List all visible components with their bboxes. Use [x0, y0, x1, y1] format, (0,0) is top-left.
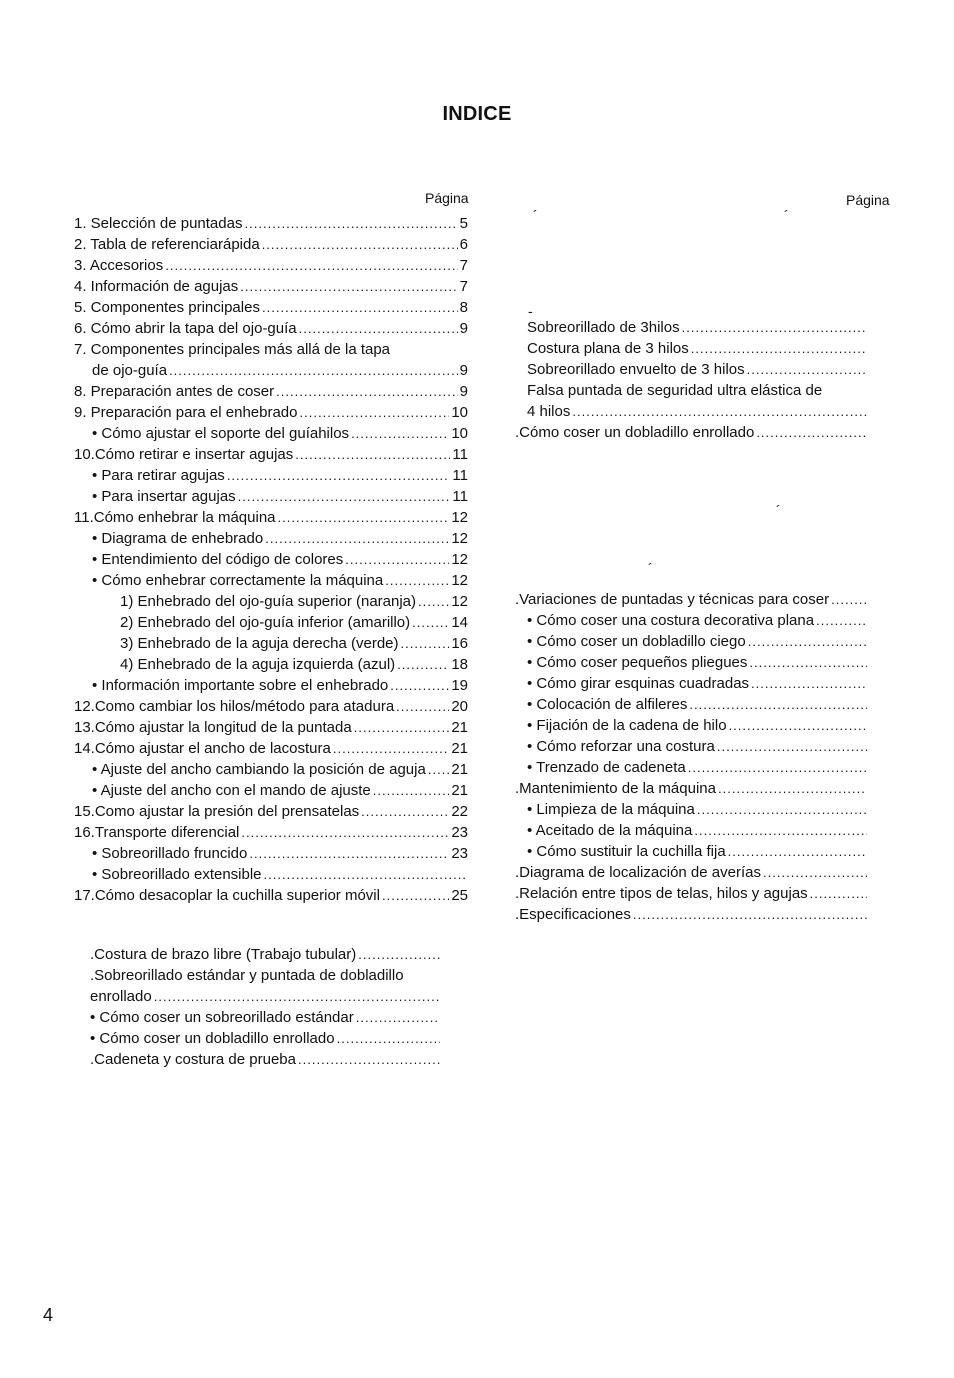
toc-left-column — [74, 213, 468, 906]
toc-entry-label: 17.Cómo desacoplar la cuchilla superior móvil — [74, 887, 380, 904]
dot-leader — [428, 759, 449, 780]
dot-leader — [300, 402, 450, 423]
toc-entry-label: • Limpieza de la máquina — [527, 801, 695, 818]
toc-entry-label: • Para insertar agujas — [92, 488, 236, 505]
toc-entry — [74, 507, 468, 528]
toc-entry — [515, 380, 869, 401]
toc-entry — [515, 338, 869, 359]
toc-entry-label: .Sobreorillado estándar y puntada de dobladillo — [90, 967, 404, 984]
toc-entry-label: • Entendimiento del código de colores — [92, 551, 344, 568]
dot-leader — [262, 234, 458, 255]
toc-entry-page: 23 — [451, 845, 468, 862]
toc-entry-label: .Costura de brazo libre (Trabajo tubular) — [90, 946, 357, 963]
toc-entry-label: • Aceitado de la máquina — [527, 822, 693, 839]
dot-leader — [412, 612, 449, 633]
toc-entry-label: Costura plana de 3 hilos — [527, 340, 689, 357]
toc-entry — [74, 654, 468, 675]
dot-leader — [694, 820, 867, 841]
toc-entry-label: • Ajuste del ancho con el mando de ajuste — [92, 782, 371, 799]
toc-entry — [90, 1007, 442, 1028]
dot-leader — [227, 465, 451, 486]
toc-entry-page: 7 — [459, 257, 468, 274]
dot-leader — [397, 654, 449, 675]
dot-leader — [345, 549, 449, 570]
toc-entry — [74, 528, 468, 549]
toc-entry — [74, 444, 468, 465]
toc-entry-label: • Fijación de la cadena de hilo — [527, 717, 727, 734]
toc-entry — [515, 736, 869, 757]
toc-entry-label: Sobreorillado de 3hilos — [527, 319, 680, 336]
toc-entry-label: 10.Cómo retirar e insertar agujas — [74, 446, 294, 463]
toc-entry — [74, 255, 468, 276]
toc-entry-label: 5. Componentes principales — [74, 299, 260, 316]
toc-entry-page: 10 — [451, 404, 468, 421]
toc-entry-page: 23 — [451, 824, 468, 841]
toc-entry — [74, 780, 468, 801]
dot-leader — [333, 738, 449, 759]
dot-leader — [816, 610, 867, 631]
toc-entry — [515, 799, 869, 820]
toc-entry-label: 13.Cómo ajustar la longitud de la puntada — [74, 719, 352, 736]
toc-entry — [515, 317, 869, 338]
toc-entry — [74, 759, 468, 780]
toc-entry-page: 7 — [459, 278, 468, 295]
toc-entry-label: • Cómo enhebrar correctamente la máquina — [92, 572, 384, 589]
toc-entry — [90, 944, 442, 965]
toc-entry-page: 9 — [459, 320, 468, 337]
toc-entry — [74, 822, 468, 843]
toc-entry — [515, 862, 869, 883]
toc-entry — [515, 883, 869, 904]
toc-entry-label: 6. Cómo abrir la tapa del ojo-guía — [74, 320, 297, 337]
toc-entry-label: Falsa puntada de seguridad ultra elástica de — [527, 382, 823, 399]
toc-entry-label: 2. Tabla de referenciarápida — [74, 236, 260, 253]
toc-entry-page: 14 — [451, 614, 468, 631]
dot-leader — [572, 401, 867, 422]
dot-leader — [729, 715, 867, 736]
toc-entry — [74, 843, 468, 864]
toc-entry-page: 19 — [451, 677, 468, 694]
toc-entry-label: • Colocación de alfileres — [527, 696, 688, 713]
toc-entry-page: 9 — [459, 362, 468, 379]
toc-entry-label: • Para retirar agujas — [92, 467, 225, 484]
toc-entry — [74, 885, 468, 906]
toc-entry — [515, 652, 869, 673]
toc-entry-label: • Cómo coser una costura decorativa plana — [527, 612, 815, 629]
toc-entry-label: 14.Cómo ajustar el ancho de lacostura — [74, 740, 331, 757]
dot-leader — [382, 885, 449, 906]
toc-entry — [515, 757, 869, 778]
toc-entry-page: 16 — [451, 635, 468, 652]
toc-entry-label: 9. Preparación para el enhebrado — [74, 404, 298, 421]
dot-leader — [682, 317, 867, 338]
page-number: 4 — [43, 1305, 54, 1325]
toc-entry — [74, 591, 468, 612]
toc-entry-label: 8. Preparación antes de coser — [74, 383, 275, 400]
toc-entry-page: 11 — [452, 467, 468, 484]
toc-entry-page: 12 — [451, 530, 468, 547]
toc-entry-label: 12.Como cambiar los hilos/método para atadura — [74, 698, 395, 715]
stray-mark: - — [528, 303, 533, 319]
toc-entry — [74, 381, 468, 402]
dot-leader — [747, 359, 867, 380]
dot-leader — [748, 631, 867, 652]
toc-right-bottom-column — [515, 589, 869, 925]
toc-entry — [74, 612, 468, 633]
dot-leader — [749, 652, 867, 673]
toc-entry-label: .Relación entre tipos de telas, hilos y agujas — [515, 885, 808, 902]
toc-left-bottom-column — [90, 944, 442, 1070]
dot-leader — [265, 528, 449, 549]
toc-entry-label: 4 hilos — [527, 403, 571, 420]
toc-entry — [74, 339, 468, 360]
dot-leader — [810, 883, 867, 904]
toc-entry — [515, 904, 869, 925]
toc-entry — [90, 986, 442, 1007]
toc-entry-label: 11.Cómo enhebrar la máquina — [74, 509, 276, 526]
toc-entry — [515, 610, 869, 631]
dot-leader — [718, 778, 867, 799]
toc-entry — [74, 402, 468, 423]
toc-entry-page: 25 — [451, 887, 468, 904]
dot-leader — [717, 736, 867, 757]
toc-entry — [74, 696, 468, 717]
stray-mark: ´ — [784, 207, 789, 223]
toc-entry — [74, 213, 468, 234]
dot-leader — [299, 318, 458, 339]
dot-leader — [278, 507, 450, 528]
toc-entry-page: 12 — [451, 593, 468, 610]
toc-entry-label: 15.Como ajustar la presión del prensatelas — [74, 803, 360, 820]
toc-entry-label: • Cómo coser pequeños pliegues — [527, 654, 748, 671]
toc-entry — [74, 633, 468, 654]
toc-entry — [515, 589, 869, 610]
dot-leader — [396, 696, 449, 717]
toc-entry-page: 21 — [451, 740, 468, 757]
toc-entry-label: • Sobreorillado extensible — [92, 866, 262, 883]
toc-entry-label: • Información importante sobre el enhebrado — [92, 677, 389, 694]
dot-leader — [264, 864, 466, 885]
toc-entry-label: • Cómo reforzar una costura — [527, 738, 715, 755]
toc-entry — [74, 570, 468, 591]
toc-entry-page: 8 — [459, 299, 468, 316]
toc-entry — [515, 401, 869, 422]
stray-mark: ´ — [648, 560, 653, 576]
dot-leader — [373, 780, 450, 801]
toc-entry — [74, 738, 468, 759]
toc-entry — [74, 297, 468, 318]
toc-entry-page: 21 — [451, 782, 468, 799]
toc-entry-label: • Diagrama de enhebrado — [92, 530, 264, 547]
toc-entry — [74, 360, 468, 381]
toc-entry-page: 21 — [451, 761, 468, 778]
toc-entry-page: 9 — [459, 383, 468, 400]
toc-entry — [74, 276, 468, 297]
toc-entry-page: 11 — [452, 488, 468, 505]
dot-leader — [728, 841, 867, 862]
toc-entry — [74, 864, 468, 885]
toc-entry-label: • Ajuste del ancho cambiando la posición de aguja — [92, 761, 426, 778]
toc-entry-page: 5 — [459, 215, 468, 232]
toc-right-top-column — [515, 317, 869, 443]
toc-entry-page: 12 — [451, 572, 468, 589]
dot-leader — [633, 904, 867, 925]
toc-entry-page: 10 — [451, 425, 468, 442]
toc-entry-page: 18 — [451, 656, 468, 673]
toc-entry-page: 6 — [459, 236, 468, 253]
dot-leader — [689, 694, 867, 715]
toc-entry-page: 12 — [451, 551, 468, 568]
toc-entry — [90, 965, 442, 986]
dot-leader — [351, 423, 449, 444]
toc-entry-page: 21 — [451, 719, 468, 736]
toc-entry — [515, 820, 869, 841]
dot-leader — [169, 360, 458, 381]
dot-leader — [831, 589, 867, 610]
toc-entry-label: .Cómo coser un dobladillo enrollado — [515, 424, 755, 441]
toc-entry-page: 20 — [451, 698, 468, 715]
toc-entry-label: • Cómo coser un sobreorillado estándar — [90, 1009, 354, 1026]
toc-entry-label: 2) Enhebrado del ojo-guía inferior (amarillo) — [120, 614, 411, 631]
toc-entry-label: • Cómo girar esquinas cuadradas — [527, 675, 750, 692]
toc-entry-page: 12 — [451, 509, 468, 526]
toc-entry-label: 4) Enhebrado de la aguja izquierda (azul) — [120, 656, 396, 673]
toc-entry — [74, 423, 468, 444]
toc-entry — [74, 717, 468, 738]
left-page-column-header: Página — [425, 190, 469, 206]
dot-leader — [295, 444, 450, 465]
toc-entry — [74, 801, 468, 822]
toc-entry-label: .Diagrama de localización de averías — [515, 864, 761, 881]
toc-entry-label: • Trenzado de cadeneta — [527, 759, 686, 776]
toc-entry — [74, 675, 468, 696]
toc-entry-label: 3) Enhebrado de la aguja derecha (verde) — [120, 635, 399, 652]
stray-mark: ´ — [533, 207, 538, 223]
toc-entry-label: • Cómo coser un dobladillo enrollado — [90, 1030, 335, 1047]
toc-entry-label: • Sobreorillado fruncido — [92, 845, 248, 862]
dot-leader — [165, 255, 457, 276]
toc-entry-label: • Cómo ajustar el soporte del guíahilos — [92, 425, 350, 442]
right-page-column-header: Página — [846, 192, 890, 208]
toc-entry — [515, 694, 869, 715]
toc-entry — [515, 359, 869, 380]
toc-entry — [74, 486, 468, 507]
toc-entry-label: .Variaciones de puntadas y técnicas para coser — [515, 591, 830, 608]
toc-entry — [515, 422, 869, 443]
dot-leader — [298, 1049, 440, 1070]
dot-leader — [751, 673, 867, 694]
toc-entry-label: 7. Componentes principales más allá de la tapa — [74, 341, 391, 358]
toc-entry — [74, 465, 468, 486]
toc-entry-page: 22 — [451, 803, 468, 820]
dot-leader — [262, 297, 458, 318]
dot-leader — [358, 944, 440, 965]
dot-leader — [238, 486, 451, 507]
toc-entry-label: 1. Selección de puntadas — [74, 215, 243, 232]
dot-leader — [385, 570, 449, 591]
dot-leader — [244, 213, 457, 234]
toc-entry — [90, 1049, 442, 1070]
toc-entry — [74, 549, 468, 570]
toc-entry-label: de ojo-guía — [92, 362, 168, 379]
toc-entry-label: • Cómo sustituir la cuchilla fija — [527, 843, 726, 860]
page-title: INDICE — [442, 103, 512, 125]
dot-leader — [276, 381, 458, 402]
toc-entry — [90, 1028, 442, 1049]
dot-leader — [691, 338, 867, 359]
dot-leader — [354, 717, 450, 738]
dot-leader — [401, 633, 450, 654]
dot-leader — [756, 422, 867, 443]
toc-entry-label: .Cadeneta y costura de prueba — [90, 1051, 296, 1068]
toc-entry — [515, 631, 869, 652]
dot-leader — [361, 801, 449, 822]
toc-entry-label: 1) Enhebrado del ojo-guía superior (naranja) — [120, 593, 417, 610]
dot-leader — [249, 843, 449, 864]
dot-leader — [356, 1007, 440, 1028]
toc-entry — [74, 234, 468, 255]
dot-leader — [390, 675, 449, 696]
dot-leader — [337, 1028, 440, 1049]
toc-entry-label: • Cómo coser un dobladillo ciego — [527, 633, 746, 650]
dot-leader — [154, 986, 440, 1007]
toc-entry-label: 16.Transporte diferencial — [74, 824, 240, 841]
toc-entry-page: 11 — [452, 446, 468, 463]
dot-leader — [240, 276, 457, 297]
dot-leader — [688, 757, 867, 778]
toc-entry — [515, 841, 869, 862]
toc-entry-label: .Mantenimiento de la máquina — [515, 780, 716, 797]
toc-entry-label: .Especificaciones — [515, 906, 631, 923]
toc-entry-label: 4. Información de agujas — [74, 278, 239, 295]
toc-entry-label: 3. Accesorios — [74, 257, 164, 274]
toc-entry — [515, 673, 869, 694]
dot-leader — [763, 862, 867, 883]
toc-entry-label: enrollado — [90, 988, 152, 1005]
toc-entry — [515, 715, 869, 736]
toc-entry-label: Sobreorillado envuelto de 3 hilos — [527, 361, 745, 378]
dot-leader — [241, 822, 449, 843]
toc-entry — [515, 778, 869, 799]
dot-leader — [697, 799, 867, 820]
stray-mark: ´ — [776, 502, 781, 518]
toc-entry — [74, 318, 468, 339]
dot-leader — [418, 591, 449, 612]
